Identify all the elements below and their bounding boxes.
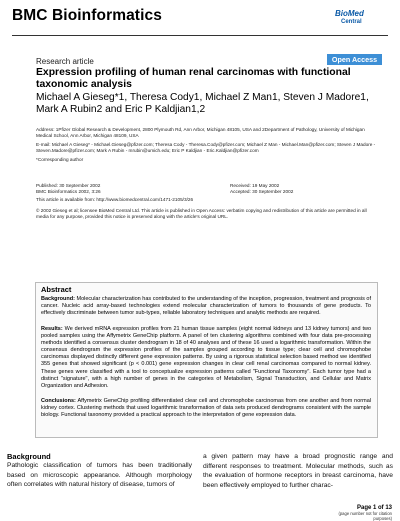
received-date: Received: 19 May 2002: [230, 183, 280, 188]
journal-title: BMC Bioinformatics: [12, 7, 162, 24]
author-list: Michael A Gieseg*1, Theresa Cody1, Michael Z Man1, Steven J Madore1, Mark A Rubin2 and Eric P Kaldjian1,2: [36, 92, 369, 115]
abstract-results-label: Results:: [41, 326, 63, 332]
logo-line-1: BioMed: [335, 9, 364, 18]
abstract-results-text: We derived mRNA expression profiles from 21 human tissue samples (eight normal kidneys and 13 kidney tumors) and two pooled samples using the Affymetrix GeneChip platform. A panel of ten clustering algorithms combined with four data pre-processing methods identified a consensus cluster dendrogram in 18 of 40 analyses and of these 16 used a logarithmic transformation. Within the consensus dendrogram the expression profiles of the samples grouped according to tissue type; clear cell and chromophobe carcinomas displayed distinctly different gene expression patterns. By using a rigorous statistical selection based method we identified 355 genes that showed significant (p < 0.001) gene expression changes in clear cell renal carcinomas compared to normal kidney. These genes were classified with a tool to conceptualize expression patterns called "Functional Taxonomy". Each tumor type had a distinct "signature", with a high number of genes in the categories of Metabolism, Signal Transduction, and Cellular and Matrix Organization and Adhesion.: [41, 326, 372, 389]
page-number: Page 1 of 13: [356, 505, 392, 511]
citation: BMC Bioinformatics 2002, 3:26: [36, 189, 101, 195]
publication-info: [36, 183, 176, 195]
submission-dates: [230, 183, 380, 195]
copyright-notice: © 2002 Gieseg et al; licensee BioMed Central Ltd. This article is published in Open Access: verbatim copying and redistribution of this article are permitted in all media for any purpose, provided this notice is preserved along with the article's original URL.: [36, 208, 367, 220]
open-access-badge: Open Access: [327, 54, 382, 65]
body-left-column: Pathologic classification of tumors has been traditionally based on microscopic appearance. Although morphology often correlates with natural history of disease, tumors of: [7, 462, 192, 489]
corresponding-author-note: *Corresponding author: [36, 157, 84, 162]
abstract-background-label: Background:: [41, 296, 75, 302]
author-addresses: Address: 1Pfizer Global Research & Development, 2800 Plymouth Rd, Ann Arbor, Michigan 48105, USA and 2Department of Pathology, University of Michigan Medical School, Ann Arbor, Michigan 48109, USA: [36, 127, 365, 139]
abstract-results: [41, 326, 371, 390]
abstract-heading: Abstract: [41, 285, 72, 294]
published-date: Published: 30 September 2002: [36, 183, 101, 188]
author-emails: E-mail: Michael A Gieseg* - Michael.Gieseg@pfizer.com; Theresa Cody - Theresa.Cody@pfizer.com; Michael Z Man - Michael.Man@pfizer.com; Steven J Madore - Steven.Madore@pfizer.com; Mark A Rubin - mrubin@umich.edu; Eric P Kaldjian - Eric.Kaldjian@pfizer.com: [36, 142, 376, 154]
body-right-column: a given pattern may have a broad prognostic range and different responses to treatment. Molecular methods, such as the evaluation of hormone receptors in breast carcinoma, have been effectively employed to further charac-: [203, 453, 393, 489]
accepted-date: Accepted: 30 September 2002: [230, 189, 294, 195]
article-type: Research article: [36, 57, 94, 66]
page-note: (page number not for citation purposes): [338, 511, 392, 521]
abstract-conclusions: [41, 398, 371, 419]
abstract-conclusions-label: Conclusions:: [41, 398, 76, 404]
header-divider: [12, 35, 388, 36]
abstract-conclusions-text: Affymetrix GeneChip profiling differentiated clear cell and chromophobe carcinomas from one another and from normal kidney cortex. Clustering methods that used logarithmic transformation of data sets produced dendrograms consistent with the sample biology. Functional taxonomy provided a practical approach to the interpretation of gene expression data.: [41, 398, 371, 419]
background-heading: Background: [7, 452, 51, 461]
logo-line-2: Central: [341, 19, 362, 25]
abstract-background: [41, 296, 371, 317]
biomed-central-logo: [335, 10, 391, 32]
article-title: Expression profiling of human renal carcinomas with functional taxonomic analysis: [36, 67, 351, 90]
article-url[interactable]: This article is available from: http://www.biomedcentral.com/1471-2105/3/26: [36, 197, 194, 202]
abstract-background-text: Molecular characterization has contributed to the understanding of the inception, progression, treatment and prognosis of cancer. Nucleic acid array-based technologies extend molecular characterization of tumors to thousands of gene products. To effectively discriminate between tumor sub-types, reliable laboratory techniques and analytic methods are required.: [41, 296, 371, 317]
